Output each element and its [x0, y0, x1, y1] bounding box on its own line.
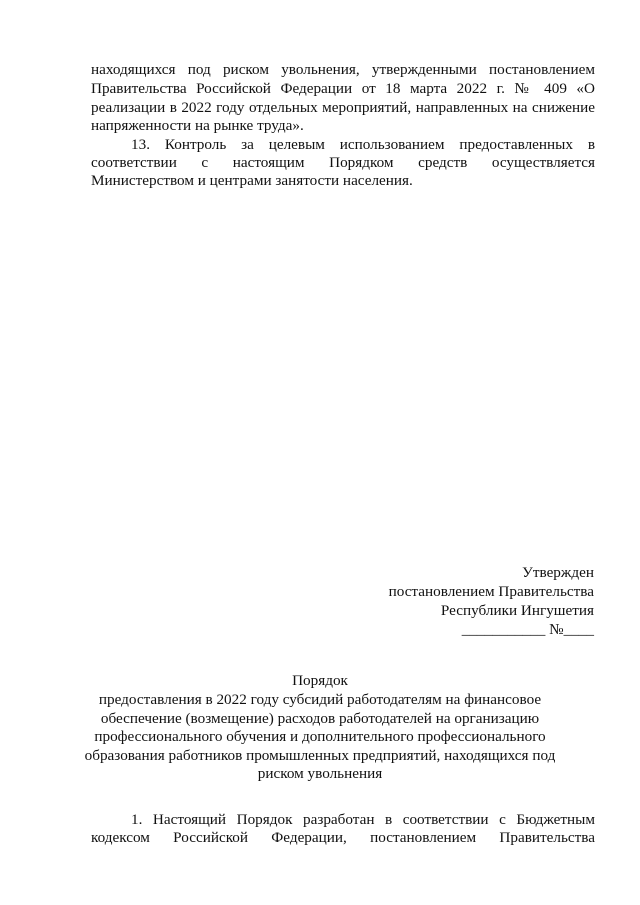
- subtitle-line: риском увольнения: [257, 765, 383, 782]
- subtitle-line: образования работников промышленных предприятий, находящихся под: [84, 746, 556, 764]
- document-heading: [60, 672, 580, 691]
- approval-stamp: [389, 564, 594, 640]
- subtitle-line: обеспечение (возмещение) расходов работодателей на организацию: [100, 709, 540, 727]
- text-line: реализации в 2022 году отдельных мероприятий, направленных на снижение: [91, 99, 595, 116]
- text-line: находящихся под риском увольнения, утвержденными постановлением: [91, 61, 595, 78]
- text-line: кодексом Российской Федерации, постановлением Правительства: [91, 829, 595, 846]
- subtitle-line: предоставления в 2022 году субсидий работодателям на финансовое: [98, 691, 542, 708]
- approval-line: постановлением Правительства: [388, 583, 594, 600]
- text-line: Министерством и центрами занятости населения.: [91, 172, 413, 189]
- page-title: Порядок: [292, 672, 348, 689]
- document-subtitle: [60, 691, 580, 784]
- text-line: 1. Настоящий Порядок разработан в соответствии с Бюджетным: [131, 811, 595, 828]
- text-line: напряженности на рынке труда».: [91, 117, 304, 134]
- subtitle-line: профессионального обучения и дополнительного профессионального: [94, 728, 546, 745]
- approval-line: Республики Ингушетия: [440, 602, 594, 619]
- approval-line: Утвержден: [522, 564, 594, 581]
- text-line: Правительства Российской Федерации от 18 марта 2022 г. № 409 «О: [91, 80, 595, 97]
- text-line: 13. Контроль за целевым использованием предоставленных в: [131, 136, 595, 153]
- approval-signature-line: ___________ №____: [461, 621, 594, 638]
- text-line: соответствии с настоящим Порядком средств осуществляется: [91, 154, 595, 171]
